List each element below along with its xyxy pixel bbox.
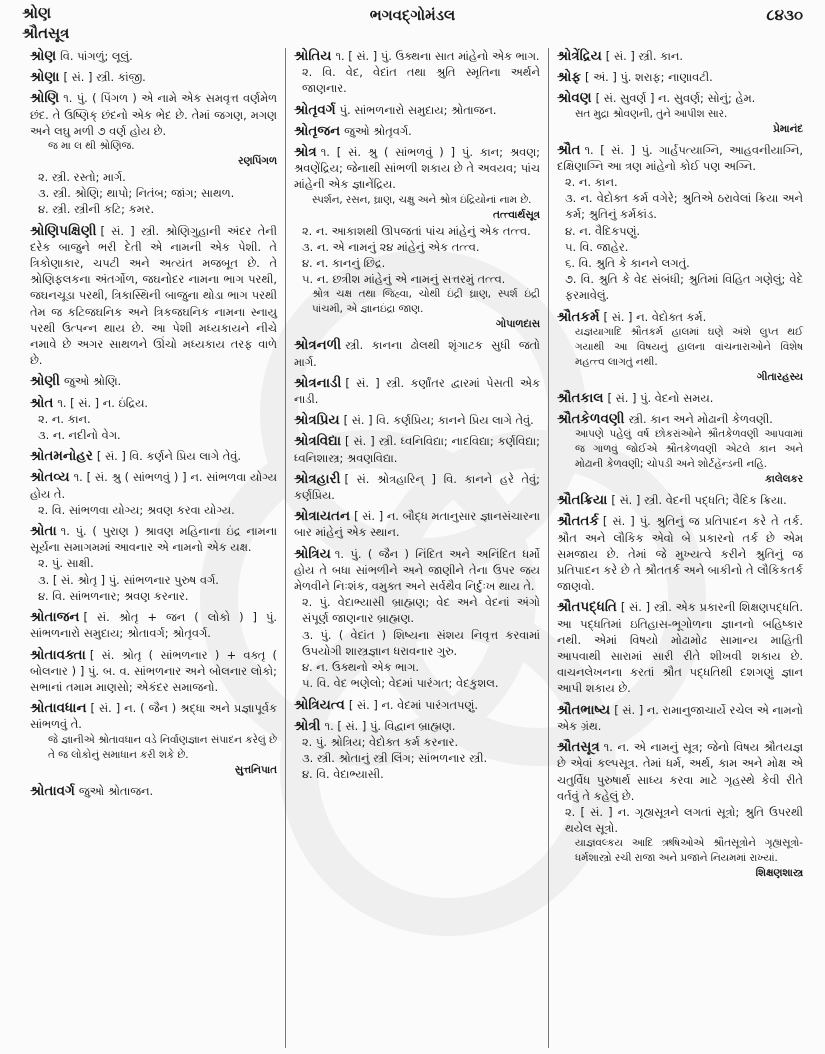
definition: [ સં. ] સ્ત્રી. કર્ણાંતર દ્વારમાં પેસતી એક નાડી. bbox=[294, 375, 540, 407]
sense-item: ૪. ન. કાનનું છિદ્ર. bbox=[302, 256, 386, 271]
citation-source: સુત્તનિપાત bbox=[234, 763, 277, 776]
citation-source: કાલેલકર bbox=[765, 473, 803, 486]
sense-item: ૨. વિ. સાંભળવા યોગ્ય; શ્રવણ કરવા યોગ્ય. bbox=[38, 502, 235, 517]
definition: [ સં. ] સ્ત્રી. શ્રોણિગુહાની અંદર તેની દરેક બાજુને ભરી દેતી એ નામની એક પેશી. તે ત્રિકોણાકાર, ચપટી અને અત્યંત મજબૂત છે. તે શ્રોણિફલકના અંતર્ગોળ, જઘનોદર નામના ભાગ પરથી, જઘનચૂડા પરથી, ત્રિકાસ્થિની બાજુના થોડા ભાગ પરથી તેમ જ કટિજઘનિક અને ત્રિકજઘનિક નામના સ્નાયુ પરથી ઉત્પન્ન થાય છે. આ પેશી મધ્યકાયને નીચે નમાવે છે અગર સાથળને ઊંચો મધ્યકાય તરફ વાળે છે. bbox=[30, 223, 277, 368]
sense-item: ૭. વિ. શ્રુતિ કે વેદ સંબંધી; શ્રુતિમાં વિહિત ગણેલું; વેદે ફરમાવેલું. bbox=[565, 272, 803, 303]
dictionary-entry bbox=[294, 337, 540, 369]
definition: [ અં. ] પું. શરાફ; નાણાવટી. bbox=[585, 70, 713, 85]
headword: શ્રોણા bbox=[30, 69, 60, 86]
definition: ૧. [ સં. શ્રુ ( સાંભળવું ) ] ન. સાંભળવા યોગ્ય હોય તે. bbox=[30, 470, 277, 501]
definition: ૧. પું. ( જૈન ) નિંદિત અને અનિંદિત ધર્મો હોય તે બધા સાંભળીને અને જાણીને તેના ઉપર જય મેળવીને નિઃશંક, વમુક્ત અને સર્વથૈવ નિર્દુઃખ થાય તે. bbox=[294, 546, 540, 594]
citation-source: રણપિંગળ bbox=[238, 155, 277, 168]
book-title: ભગવદ્ગોમંડલ bbox=[369, 6, 456, 24]
dictionary-entry bbox=[30, 69, 277, 85]
dictionary-entry bbox=[557, 390, 803, 406]
headword: શ્રોતાજન bbox=[30, 609, 80, 626]
definition: [ સં. શ્રોત્રહારિન્ ] વિ. કાનને હરે તેવું; કર્ણપ્રિય. bbox=[294, 471, 540, 503]
definition: [ સં. ] ન. ( જૈન ) શ્રદ્ધા અને પ્રજ્ઞાપૂર્વક સાંભળવું તે. bbox=[30, 701, 277, 732]
dictionary-entry bbox=[294, 508, 540, 540]
headword: શ્રોત્રવિદ્યા bbox=[294, 433, 342, 450]
headword: શ્રૌતકર્મ bbox=[557, 308, 600, 325]
headword: શ્રૌતપદ્ધતિ bbox=[557, 599, 617, 616]
sense-item: ૩. ન. વેદોક્ત કર્મ વગેરે; શ્રુતિએ ઠરાવેલાં ક્રિયા અને કર્મ; શ્રુતિનું કર્મકાંડ. bbox=[565, 191, 803, 222]
dictionary-entry bbox=[294, 144, 540, 332]
headword: શ્રોતા bbox=[30, 523, 57, 540]
definition: [ સં. ] સ્ત્રી. એક પ્રકારની શિક્ષણપદ્ધતિ. આ પદ્ધતિમાં ઇતિહાસ-ભૂગોળના જ્ઞાનનો બહિષ્કાર નથી. એમાં વિષયો મોઢામોઢ સામાન્ય માહિતી આપવાથી સારામાં સારી રીતે શીખવી શકાય છે. વાચનલેખનના કરતાં શ્રૌત પદ્ધતિથી દશગણું જ્ઞાન આપી શકાય છે. bbox=[557, 600, 803, 696]
headword: શ્રૌતભાષ્ય bbox=[557, 701, 611, 718]
headword: શ્રોત્રહારી bbox=[294, 470, 341, 487]
dictionary-entry bbox=[294, 102, 540, 118]
dictionary-entry bbox=[294, 697, 540, 713]
citation-source: પ્રેમાનંદ bbox=[773, 122, 803, 135]
definition: પું. સાંભળનારો સમુદાય; શ્રોતાજન. bbox=[339, 102, 497, 117]
sense-item: ૩. સ્ત્રી. શ્રોતાનું સ્ત્રી લિંગ; સાંભળનાર સ્ત્રી. bbox=[302, 751, 488, 766]
definition: [ સં. સુવર્ણ ] ન. સુવર્ણ; સોનું; હેમ. bbox=[595, 91, 756, 106]
headword: શ્રોણી bbox=[30, 373, 61, 390]
citation-quote: શ્રોત્ર ચક્ષ તથા જિહ્વા, ચોથી ઇંદ્રી ઘ્રાણ, સ્પર્શ ઇંદ્રી પાંચમી, એ જ્ઞાનઇંદ્રા જાણ. bbox=[312, 288, 540, 316]
dictionary-entry bbox=[30, 395, 277, 444]
dictionary-entry bbox=[30, 647, 277, 696]
definition: [ સં. ] ન. વેદમાં પારંગતપણું. bbox=[348, 697, 478, 712]
headword: શ્રોતાવધાન bbox=[30, 700, 87, 717]
definition: [ સં. ] વિ. કર્ણપ્રિય; કાનને પ્રિય લાગે તેવું. bbox=[343, 413, 534, 428]
column-left bbox=[22, 48, 285, 1048]
definition: [ સં. ] સ્ત્રી. વેદની પદ્ધતિ; વૈદિક ક્રિયા. bbox=[611, 493, 787, 508]
definition: જુઓ શ્રોતૃવર્ગ. bbox=[344, 123, 412, 138]
dictionary-entry bbox=[30, 469, 277, 518]
headword: શ્રોતવ્ય bbox=[30, 469, 70, 486]
dictionary-entry bbox=[557, 599, 803, 696]
sense-item: ૩. ન. નદીનો વેગ. bbox=[38, 428, 121, 443]
dictionary-entry bbox=[30, 609, 277, 641]
dictionary-entry bbox=[557, 702, 803, 734]
sense-item: ૪. ન. વૈદિકપણું. bbox=[565, 223, 641, 238]
sense-item: ૪. સ્ત્રી. સ્ત્રીની કટિ; કમર. bbox=[38, 202, 155, 217]
dictionary-entry bbox=[294, 546, 540, 692]
dictionary-entry bbox=[557, 48, 803, 64]
sense-item: ૩. [ સં. શ્રોતૃ ] પું. સાંભળનાર પુરુષ વર્ગ. bbox=[38, 572, 219, 587]
citation-quote: આપણે પહેલું વર્ષ છોકરાંઓને શ્રૌતકેળવણી આપવામાં જ ગાળવું જોઈએ શ્રૌતકેળવણી એટલે કાન અને મોઢાની કેળવણી; ચોપડી અને શોર્ટહૅન્ડની નહિ. bbox=[575, 428, 803, 471]
definition: ૧. [ સં. શ્રુ ( સાંભળવું ) ] પું. કાન; શ્રવણ; શ્રવણેંદ્રિય; જેનાથી સાંભળી શકાય છે તે અવયવ; પાંચ માંહેની એક જ્ઞાનેંદ્રિય. bbox=[294, 145, 540, 192]
citation-source: તત્ત્વાર્થસૂત્ર bbox=[493, 208, 540, 221]
dictionary-entry bbox=[30, 373, 277, 389]
headword: શ્રોતાવર્ગ bbox=[30, 782, 75, 799]
citation-quote: યાજ્ઞવલ્કય આદિ ઋષિઓએ શ્રૌતસૂત્રોને ગૃહ્યસૂત્રો-ધર્મશાસ્ત્રો રચી રાજા અને પ્રજાને નિયમમાં રાખ્યાં. bbox=[575, 837, 803, 865]
page-header bbox=[22, 4, 803, 44]
sense-item: ૪. વિ. સાંભળનાર; શ્રવણ કરનાર. bbox=[38, 588, 189, 603]
dictionary-entry bbox=[294, 433, 540, 465]
headword: શ્રૌતસૂત્ર bbox=[557, 739, 600, 756]
dictionary-entry bbox=[30, 90, 277, 217]
headword: શ્રૌતકાલ bbox=[557, 389, 604, 406]
citation-quote: જે જ્ઞાનીએ શ્રોતાવધાન વડે નિર્વાણજ્ઞાન સંપાદન કરેલું છે તે જ લોકોનું સમાધાન કરી શકે છે. bbox=[48, 733, 277, 761]
headword: શ્રોત્રિયત્વ bbox=[294, 696, 345, 713]
definition: સ્ત્રી. કાન અને મોઢાની કેળવણી. bbox=[628, 412, 773, 427]
sense-item: ૫. ન. છત્રીશ માંહેનું એ નામનું સત્તરમું તત્ત્વ. bbox=[302, 272, 506, 287]
headword: શ્રોવણ bbox=[557, 90, 592, 107]
headword: શ્રોણિપક્ષિણી bbox=[30, 222, 97, 239]
headword: શ્રૌતતર્ક bbox=[557, 513, 599, 530]
headword: શ્રોત્રિય bbox=[294, 545, 331, 562]
sense-item: ૨. પું. સાક્ષી. bbox=[38, 556, 94, 571]
dictionary-entry bbox=[557, 309, 803, 385]
headword: શ્રોત્ર bbox=[294, 144, 317, 161]
dictionary-entry bbox=[30, 700, 277, 777]
sense-item: ૪. વિ. વેદાભ્યાસી. bbox=[302, 767, 384, 782]
sense-item: ૬. વિ. શ્રુતિ કે કાનને લગતું. bbox=[565, 256, 690, 271]
sense-item: ૨. પું. શ્રોત્રિય; વેદોક્ત કર્મ કરનાર. bbox=[302, 734, 459, 749]
definition: [ સં. ] પું. શ્રુતિનું જ પ્રતિપાદન કરે તે તર્ક. શ્રૌત અને લૌકિક એવો બે પ્રકારનો તર્ક છે એમ સમજાય છે. તેમાં જે મુખ્યત્વે કરીને શ્રુતિનું જ પ્રતિપાદન કરે છે તે શ્રૌતતર્ક અને બાકીનો તે લૌકિકતર્ક જાણવો. bbox=[557, 514, 803, 594]
dictionary-entry bbox=[30, 223, 277, 369]
dictionary-entry bbox=[557, 492, 803, 508]
sense-item: ૨. સ્ત્રી. રસ્તો; માર્ગ. bbox=[38, 170, 126, 185]
headword: શ્રોતૃવર્ગ bbox=[294, 101, 336, 118]
dictionary-entry bbox=[557, 513, 803, 594]
headword: શ્રોતાવક્તા bbox=[30, 646, 86, 663]
sense-item: ૫. વિ. જાહેર. bbox=[565, 239, 629, 254]
definition: ૧. પું. ( પુરાણ ) શ્રાવણ મહિનાના ઇંદ્ર નામના સૂર્યના સમાગમમાં આવનાર એ નામનો એક યક્ષ. bbox=[30, 524, 277, 555]
headword: શ્રોત્રી bbox=[294, 717, 321, 734]
dictionary-columns bbox=[22, 48, 812, 1048]
page-number: ૮૪૩૦ bbox=[766, 6, 803, 24]
dictionary-entry bbox=[294, 718, 540, 783]
headword: શ્રોત્રાયતન bbox=[294, 508, 351, 525]
definition: જુઓ શ્રોણિ. bbox=[64, 374, 122, 389]
sense-item: ૨. ન. આકાશથી ઊપજતાં પાંચ માંહેનું એક તત્ત્વ. bbox=[302, 223, 531, 238]
sense-item: ૩. પું. ( વેદાંત ) શિષ્યના સંશય નિવૃત્ત કરવામાં ઉપયોગી શાસ્ત્રજ્ઞાન ધરાવનાર ગુરુ. bbox=[302, 627, 540, 658]
definition: [ સં. ] ન. બૌદ્ધ મતાનુસાર જ્ઞાનસંચારના બાર માંહેનું એક સ્થાન. bbox=[294, 509, 540, 540]
headword: શ્રોતિય bbox=[294, 48, 332, 64]
definition: [ સં. ] ન. વેદોક્ત કર્મ. bbox=[603, 309, 707, 324]
definition: [ સં. શ્રોતૃ + જન ( લોકો ) ] પું. સાંભળનારો સમુદાય; શ્રોતાવર્ગ; શ્રોતૃવર્ગ. bbox=[30, 610, 277, 641]
dictionary-entry bbox=[557, 142, 803, 304]
definition: જુઓ શ્રોતાજન. bbox=[78, 783, 154, 798]
dictionary-entry bbox=[294, 471, 540, 503]
headword: શ્રૌત bbox=[557, 141, 581, 158]
headword: શ્રૌતક્રિયા bbox=[557, 492, 608, 509]
definition: [ સં. ] પું. વેદનો સમય. bbox=[607, 390, 714, 405]
definition: [ સં. ] સ્ત્રી. કાંજી. bbox=[63, 70, 146, 85]
citation-quote: જ મા લ થી શ્રોણિજ. bbox=[48, 140, 135, 153]
guide-word-top: શ્રોણ bbox=[22, 4, 52, 22]
definition: [ સં. શ્રોતૃ ( સાંભળનાર ) + વક્તૃ ( બોલનાર ) ] પું. બ. વ. સાંભળનાર અને બોલનાર લોકો; સભાનાં તમામ માણસો; એકંદર સમાજનો. bbox=[30, 647, 277, 694]
citation-source: ગીતારહસ્ય bbox=[757, 370, 803, 383]
dictionary-entry bbox=[294, 123, 540, 139]
citation-quote: યજ્ઞયાગાદિ શ્રૌતકર્મ હાલમાં ઘણે અંશે લુપ્ત થઈ ગયાથી આ વિષયનું હાલના વાંચનારાઓને વિશેષ મહત્ત્વ લાગતું નથી. bbox=[575, 325, 803, 368]
definition: ૧. ન. એ નામનું સૂત્ર; જેનો વિષય શ્રૌતયજ્ઞ છે એવાં કલ્પસૂત્ર. તેમાં ધર્મ, અર્થ, કામ અને મોક્ષ એ ચતુર્વિધ પુરુષાર્થ સાધ્ય કરવા માટે ગૃહસ્થે કેવી રીતે વર્તવું તે કહેલું છે. bbox=[557, 740, 803, 803]
definition: [ સં. ] ન. રામાનુજાચાર્યે રચેલ એ નામનો એક ગ્રંથ. bbox=[557, 702, 803, 733]
sense-item: ૫. વિ. વેદ ભણેલો; વેદમાં પારંગત; વેદકુશલ. bbox=[302, 676, 499, 691]
headword: શ્રોફ bbox=[557, 69, 582, 86]
definition: ૧. [ સં. ] ન. ઇંદ્રિય. bbox=[57, 395, 149, 410]
headword: શ્રોતમનોહર bbox=[30, 448, 93, 465]
sense-item: ૪. ન. ઉક્થનો એક ભાગ. bbox=[302, 660, 420, 675]
citation-source: ગોપાળદાસ bbox=[496, 318, 540, 331]
headword: શ્રોણ bbox=[30, 48, 57, 64]
definition: ૧. [ સં. ] પું. વિદ્વાન બ્રાહ્મણ. bbox=[324, 718, 456, 733]
dictionary-entry bbox=[557, 90, 803, 136]
headword: શ્રોત્રનાડી bbox=[294, 374, 342, 391]
dictionary-entry bbox=[30, 783, 277, 799]
citation-quote: સ્પર્શન, રસન, ઘ્રાણ, ચક્ષુ અને શ્રોત્ર ઇંદ્રિયોનાં નામ છે. bbox=[312, 193, 532, 206]
definition: [ સં. ] સ્ત્રી. ધ્વનિવિદ્યા; નાદવિદ્યા; કર્ણવિદ્યા; ધ્વનિશાસ્ત્ર; શ્રવણવિદ્યા. bbox=[294, 434, 540, 465]
sense-item: ૨. પું. વેદાભ્યાસી બ્રાહ્મણ; વેદ અને વેદનાં અંગો સંપૂર્ણ જાણનાર બ્રાહ્મણ. bbox=[302, 595, 540, 626]
sense-item: ૩. સ્ત્રી. શ્રોણિ; થાપો; નિતંબ; જાંગ; સાથળ. bbox=[38, 186, 235, 201]
guide-word-bottom: શ્રૌતસૂત્ર bbox=[22, 24, 70, 42]
definition: વિ. પાંગળું; લૂલું. bbox=[60, 49, 133, 63]
definition: ૧. પું. ( પિંગળ ) એ નામે એક સમવૃત્ત વર્ણમેળ છંદ. તે ઉષ્ણિક્ છંદનો એક ભેદ છે. તેમાં જગણ, મગણ અને લઘુ મળી ૭ વર્ણ હોય છે. bbox=[30, 91, 277, 138]
definition: [ સં. ] સ્ત્રી. કાન. bbox=[605, 49, 684, 63]
definition: [ સં. ] વિ. કર્ણને પ્રિય લાગે તેવું. bbox=[96, 449, 241, 464]
definition: ૧. [ સં. ] પું. ગાર્હપત્યાગ્નિ, આહવનીયાગ્નિ, દક્ષિણાગ્નિ આ ત્રણ માંહેનો કોઈ પણ અગ્નિ. bbox=[557, 142, 803, 173]
dictionary-entry bbox=[294, 375, 540, 407]
sense-item: ૩. ન. એ નામનું ૨૪ માંહેનું એક તત્ત્વ. bbox=[302, 239, 480, 254]
sense-item: ૨. [ સં. ] ન. ગૃહ્યસૂત્રને લગતાં સૂત્રો; શ્રુતિ ઉપરથી થયેલ સૂત્રો. bbox=[565, 804, 803, 836]
headword: શ્રોત્રેંદ્રિય bbox=[557, 48, 602, 64]
dictionary-entry bbox=[30, 48, 277, 64]
headword: શ્રોત્રનળી bbox=[294, 337, 342, 354]
sense-item: ૨. ન. કાન. bbox=[565, 175, 618, 190]
dictionary-entry bbox=[30, 523, 277, 604]
column-right bbox=[548, 48, 811, 1048]
definition: ૧. [ સં. ] પું. ઉક્થના સાત માંહેનો એક ભાગ. bbox=[335, 49, 540, 63]
dictionary-entry bbox=[557, 739, 803, 881]
dictionary-entry bbox=[30, 448, 277, 464]
dictionary-entry bbox=[557, 411, 803, 487]
headword: શ્રોતૃજન bbox=[294, 122, 341, 139]
citation-source: શિક્ષણશાસ્ત્ર bbox=[755, 867, 803, 880]
sense-item: ૨. વિ. વેદ, વેદાંત તથા શ્રુતિ સ્મૃતિના અર્થને જાણનાર. bbox=[302, 65, 540, 96]
column-middle bbox=[285, 48, 548, 1048]
sense-item: ૨. ન. કાન. bbox=[38, 411, 91, 426]
dictionary-entry bbox=[557, 69, 803, 85]
headword: શ્રોત bbox=[30, 394, 54, 411]
citation-quote: સત મુદ્રા શ્રોવણની, તુંને આપીશ સાર. bbox=[575, 107, 728, 120]
definition: સ્ત્રી. કાનના ઢોલથી શૃંગાટક સુધી જતો માર્ગ. bbox=[294, 338, 540, 369]
dictionary-entry bbox=[294, 48, 540, 97]
headword: શ્રૌતકેળવણી bbox=[557, 411, 625, 428]
dictionary-entry bbox=[294, 412, 540, 428]
headword: શ્રોણિ bbox=[30, 90, 60, 107]
headword: શ્રોત્રપ્રિય bbox=[294, 412, 340, 429]
